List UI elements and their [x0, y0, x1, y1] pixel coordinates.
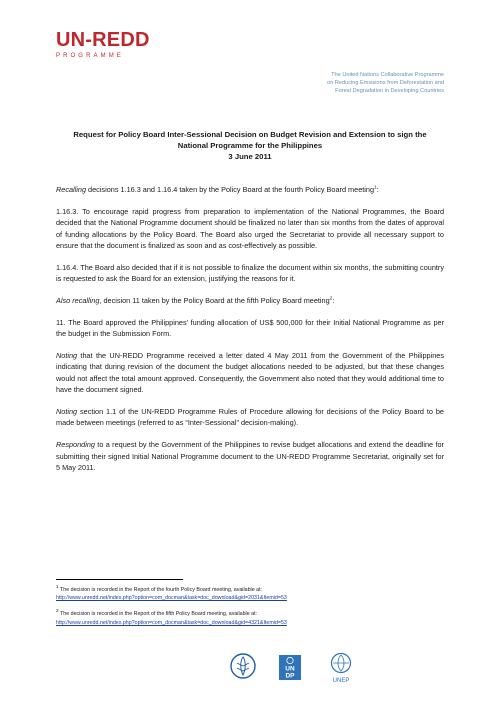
footnote	[56, 586, 456, 602]
document-body	[56, 184, 444, 484]
tagline-line: Forest Degradation in Developing Countries	[335, 88, 444, 95]
paragraph-text: to a request by the Government of the Philippines to revise budget allocations and extend the deadline for submitting their signed Initial National Programme document to the UN-REDD Programme Secretariat, originally set for 5 May 2011.	[56, 440, 444, 473]
paragraph-text: 1.16.3. To encourage rapid progress from preparation to implementation of the National Programmes, the Board decided that the National Programme document should be finalized no later than six months from the dates of approval of funding allocations by the Policy Board. The Board also urged the Secretariat to provide all necessary support to ensure that the document is finalized as soon and as cost-effectively as possible.	[56, 206, 444, 251]
paragraph	[56, 262, 444, 285]
footnote-link[interactable]: http://www.unredd.net/index.php?option=com_docman&task=doc_download&gid=4321&Itemid=53	[56, 619, 287, 626]
title-date: 3 June 2011	[228, 152, 272, 162]
tagline-line: The United Nations Collaborative Programme	[331, 72, 444, 78]
fao-emblem	[231, 654, 255, 678]
paragraph	[56, 295, 444, 306]
undp-text-line2: DP	[285, 672, 295, 680]
paragraph-text: 11. The Board approved the Philippines' funding allocation of US$ 500,000 for their Initial National Programme as per the budget in the Submission Form.	[56, 317, 444, 339]
paragraph-text: 1.16.4. The Board also decided that if it is not possible to finalize the document within six months, the submitting country is requested to ask the Board for an extension, justifying the reasons for it.	[56, 262, 444, 284]
paragraph-tail: :	[332, 296, 335, 306]
paragraph	[56, 184, 444, 195]
paragraph-lead: Also recalling	[56, 296, 100, 306]
paragraph-text: that the UN-REDD Programme received a letter dated 4 May 2011 from the Government of the Philippines indicating that during revision of the document the budget allocations needed to be adjusted, but that these changes would not affect the total amount approved. Consequently, the Government also noted that they would additional time to have the document signed.	[56, 351, 444, 395]
document-title	[56, 129, 444, 163]
paragraph	[56, 439, 444, 473]
footnote-ref[interactable]: 1	[374, 185, 377, 191]
title-line: National Programme for the Philippines	[177, 141, 323, 151]
paragraph	[56, 350, 444, 396]
unep-emblem	[332, 654, 351, 685]
paragraph-text: decisions 1.16.3 and 1.16.4 taken by the Policy Board at the fourth Policy Board meeting	[86, 185, 375, 194]
partner-emblems	[229, 651, 379, 685]
title-line: Request for Policy Board Inter-Sessional Decision on Budget Revision and Extension to sign the	[73, 130, 427, 139]
footnote-number: 1	[56, 585, 59, 591]
paragraph-lead: Recalling	[56, 185, 87, 194]
paragraph-tail: :	[376, 185, 379, 194]
logo-programme: PROGRAMME	[56, 53, 124, 59]
footnote-number: 2	[56, 609, 59, 615]
paragraph-text: , decision 11 taken by the Policy Board at the fifth Policy Board meeting	[99, 296, 330, 306]
unep-label: UNEP	[332, 678, 350, 684]
paragraph-text: section 1.1 of the UN-REDD Programme Rules of Procedure allowing for decisions of the Policy Board to be made between meetings (referred to as “Inter-Sessional” decision-making).	[56, 407, 444, 428]
paragraph-lead: Responding	[56, 440, 95, 450]
paragraph	[56, 406, 444, 429]
logo-wordmark: UN-REDD	[56, 29, 150, 51]
un-redd-logo	[56, 30, 150, 59]
paragraph-lead: Noting	[56, 351, 78, 361]
paragraph	[56, 206, 444, 252]
footnote-link[interactable]: http://www.unredd.net/index.php?option=com_docman&task=doc_download&gid=2031&Itemid=53	[56, 595, 287, 602]
header-tagline	[224, 71, 444, 96]
footnote-ref[interactable]: 2	[329, 296, 333, 302]
paragraph-lead: Noting	[56, 407, 78, 417]
footnote-text: The decision is recorded in the Report of the fifth Policy Board meeting, available at:	[58, 611, 258, 618]
footnotes	[56, 586, 456, 635]
footnote	[56, 610, 456, 626]
footnote-divider	[56, 579, 183, 580]
paragraph	[56, 317, 444, 340]
undp-text-line1: UN	[285, 665, 295, 673]
undp-emblem	[279, 655, 301, 680]
footnote-text: The decision is recorded in the Report of the fourth Policy Board meeting, available at:	[58, 587, 263, 593]
tagline-line: on Reducing Emissions from Deforestation and	[327, 80, 444, 87]
